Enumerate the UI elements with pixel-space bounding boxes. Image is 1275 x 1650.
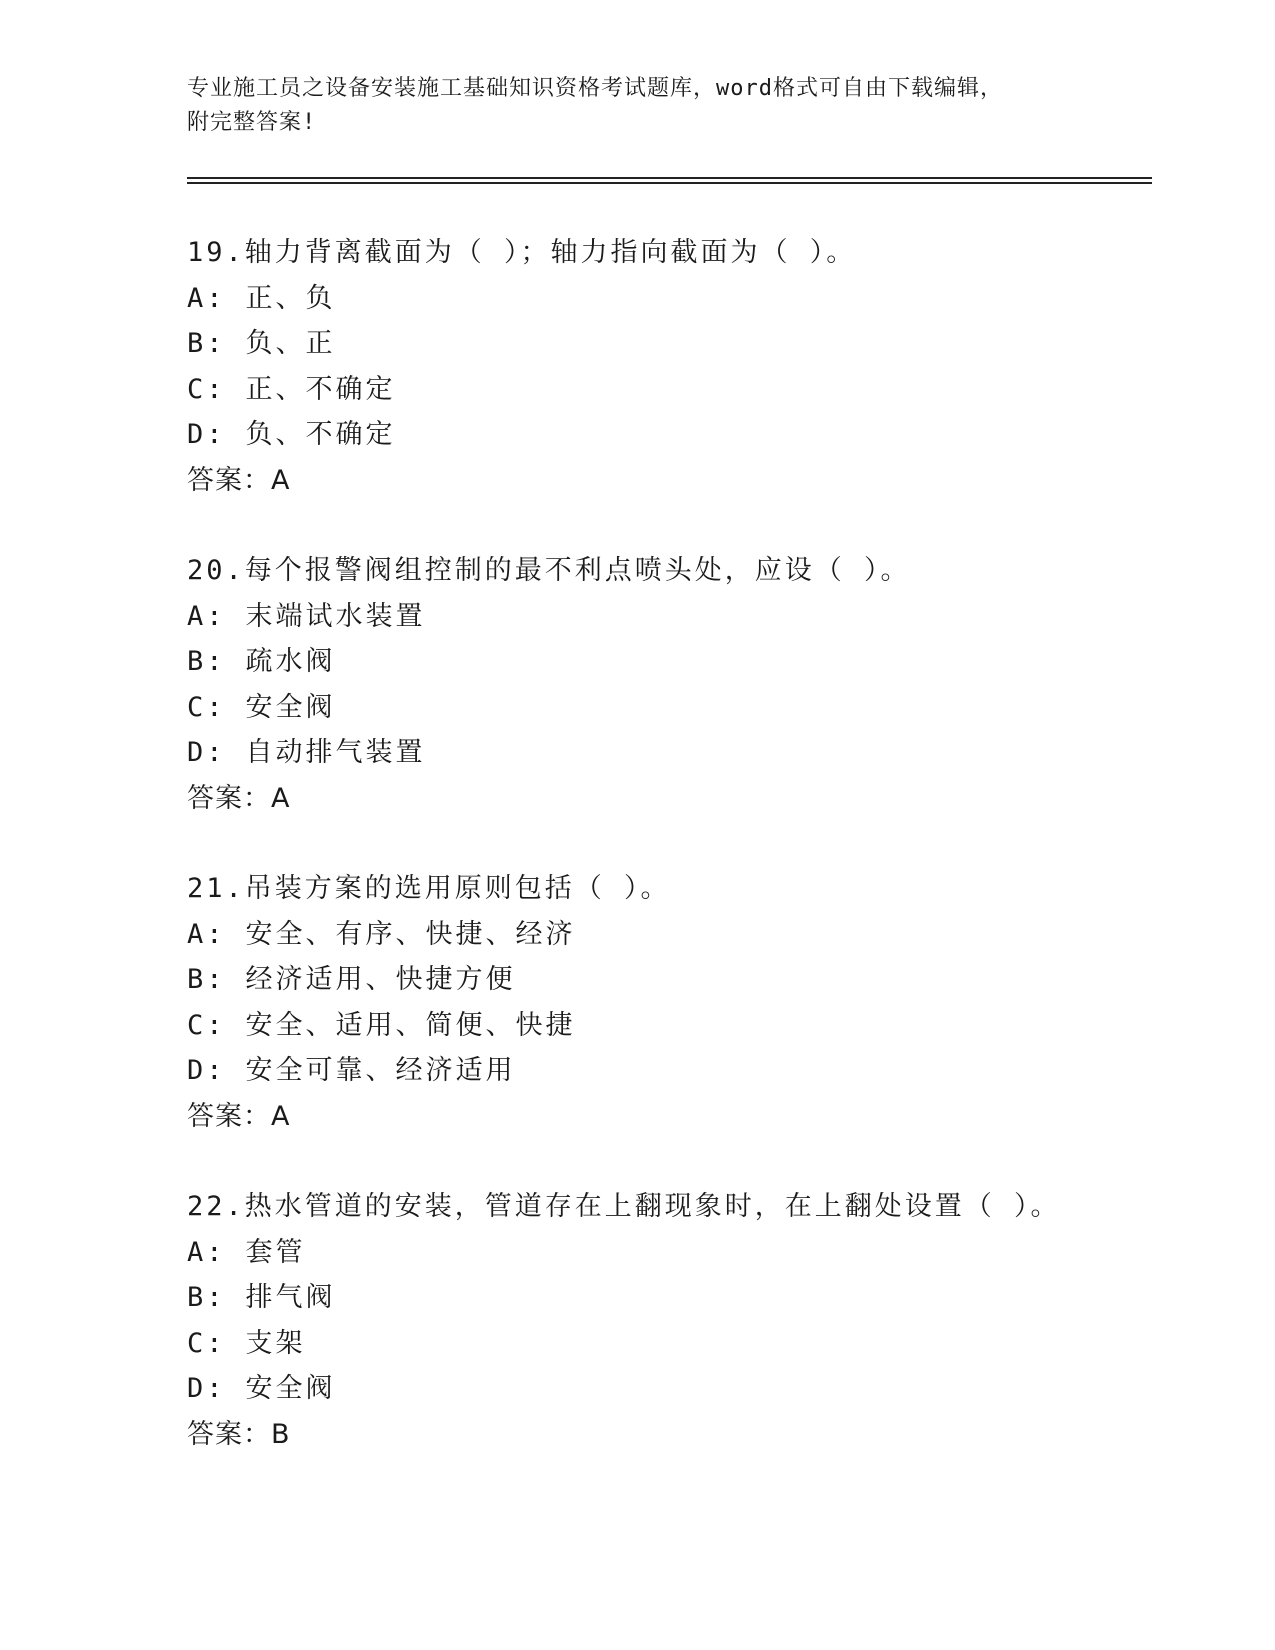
- option-b: [187, 1275, 1147, 1321]
- option-letter: D:: [187, 419, 226, 450]
- answer-line: 答案：B: [187, 1418, 291, 1450]
- option-c: [187, 1321, 1147, 1367]
- option-text: 正、负: [245, 282, 336, 314]
- option-d: [187, 1366, 1147, 1412]
- option-letter: A:: [187, 918, 226, 950]
- question-block: [187, 1184, 1147, 1457]
- option-b: [187, 321, 1147, 367]
- answer-line: 答案：A: [187, 464, 291, 496]
- question-block: [187, 548, 1147, 821]
- option-text: 安全可靠、经济适用: [245, 1055, 516, 1086]
- header-line-1: 专业施工员之设备安装施工基础知识资格考试题库，word格式可自由下载编辑，: [187, 76, 1003, 101]
- header-line-2: 附完整答案!: [187, 110, 317, 135]
- header-divider-top: [187, 177, 1152, 179]
- option-letter: C:: [187, 1327, 226, 1359]
- option-text: 套管: [245, 1236, 306, 1268]
- header-divider-bottom: [187, 182, 1152, 184]
- option-letter: B:: [187, 964, 226, 995]
- question-stem: 22.热水管道的安装，管道存在上翻现象时，在上翻处设置（ ）。: [187, 1191, 1061, 1222]
- option-letter: B:: [187, 1282, 226, 1313]
- option-letter: D:: [187, 737, 226, 768]
- option-letter: D:: [187, 1373, 226, 1404]
- option-text: 自动排气装置: [245, 737, 426, 768]
- option-letter: C:: [187, 691, 226, 723]
- option-text: 疏水阀: [245, 646, 336, 677]
- option-b: [187, 639, 1147, 685]
- option-text: 安全、有序、快捷、经济: [245, 918, 576, 950]
- option-d: [187, 730, 1147, 776]
- option-c: [187, 367, 1147, 413]
- option-text: 安全阀: [245, 691, 336, 723]
- option-a: [187, 1230, 1147, 1276]
- answer-line: 答案：A: [187, 782, 291, 814]
- option-text: 排气阀: [245, 1282, 336, 1313]
- option-letter: A:: [187, 1236, 226, 1268]
- question-stem: 21.吊装方案的选用原则包括（ ）。: [187, 873, 671, 904]
- option-d: [187, 412, 1147, 458]
- option-c: [187, 1003, 1147, 1049]
- option-letter: C:: [187, 1009, 226, 1041]
- option-text: 支架: [245, 1327, 306, 1359]
- option-text: 负、正: [245, 328, 336, 359]
- option-text: 正、不确定: [245, 373, 396, 405]
- option-letter: B:: [187, 646, 226, 677]
- document-header: [187, 72, 1087, 140]
- question-block: [187, 230, 1147, 503]
- option-a: [187, 594, 1147, 640]
- option-letter: A:: [187, 600, 226, 632]
- option-text: 安全、适用、简便、快捷: [245, 1009, 576, 1041]
- option-letter: A:: [187, 282, 226, 314]
- option-d: [187, 1048, 1147, 1094]
- option-text: 负、不确定: [245, 419, 396, 450]
- answer-line: 答案：A: [187, 1100, 291, 1132]
- question-stem: 20.每个报警阀组控制的最不利点喷头处，应设（ ）。: [187, 555, 911, 586]
- option-a: [187, 912, 1147, 958]
- question-block: [187, 866, 1147, 1139]
- option-letter: B:: [187, 328, 226, 359]
- question-stem: 19.轴力背离截面为（ ）；轴力指向截面为（ ）。: [187, 237, 857, 268]
- option-a: [187, 276, 1147, 322]
- option-text: 经济适用、快捷方便: [245, 964, 516, 995]
- option-b: [187, 957, 1147, 1003]
- option-text: 安全阀: [245, 1373, 336, 1404]
- option-letter: D:: [187, 1055, 226, 1086]
- option-text: 末端试水装置: [245, 600, 426, 632]
- option-letter: C:: [187, 373, 226, 405]
- option-c: [187, 685, 1147, 731]
